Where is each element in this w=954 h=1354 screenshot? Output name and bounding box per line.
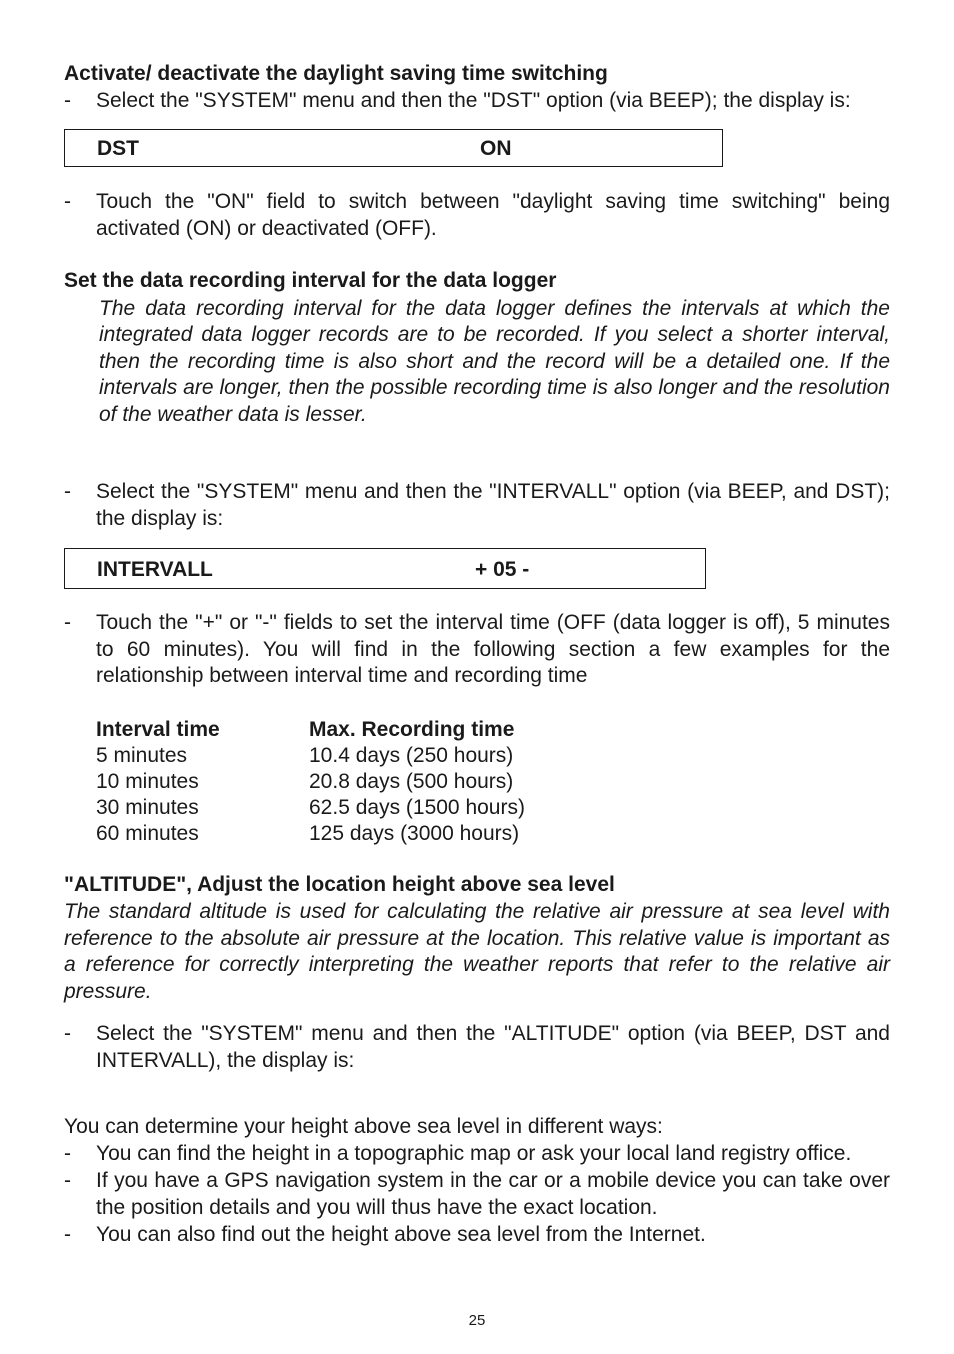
interval-display-box — [64, 548, 706, 589]
dst-step-2: - Touch the "ON" field to switch between "daylight saving time switching" being activated (ON) or deactivated (OFF). — [64, 189, 890, 242]
interval-step-1: - Select the "SYSTEM" menu and then the "INTERVALL" option (via BEEP, and DST); the display is: — [64, 479, 890, 532]
altitude-heading: "ALTITUDE", Adjust the location height above sea level — [64, 872, 615, 896]
table-row — [96, 769, 525, 795]
table-cell: 30 minutes — [96, 795, 199, 819]
way-item: - If you have a GPS navigation system in the car or a mobile device you can take over the position details and you will thus have the exact location. — [64, 1168, 890, 1221]
altitude-intro: The standard altitude is used for calculating the relative air pressure at sea level with reference to the absolute air pressure at the location. This relative value is important as a reference for correctly interpreting the weather reports that refer to the relative air pressure. — [64, 900, 890, 1003]
dst-heading: Activate/ deactivate the daylight saving time switching — [64, 62, 608, 85]
table-cell: 20.8 days (500 hours) — [309, 769, 514, 793]
table-header-recording: Max. Recording time — [309, 717, 515, 741]
table-row — [96, 821, 525, 847]
dst-display-label: DST — [97, 137, 139, 160]
interval-step-2: - Touch the "+" or "-" fields to set the interval time (OFF (data logger is off), 5 minutes to 60 minutes). You will find in the following section a few examples for the relationship between interval time and recording time — [64, 610, 890, 690]
way-item: - You can also find out the height above sea level from the Internet. — [64, 1222, 890, 1249]
table-header-row — [96, 717, 525, 743]
table-cell: 10.4 days (250 hours) — [309, 743, 514, 767]
table-cell: 62.5 days (1500 hours) — [309, 795, 525, 819]
table-row — [96, 795, 525, 821]
dst-display-value: ON — [480, 137, 512, 160]
interval-display-label: INTERVALL — [97, 558, 213, 581]
interval-display-value: + 05 - — [475, 558, 530, 581]
table-cell: 10 minutes — [96, 769, 199, 793]
altitude-step-1: - Select the "SYSTEM" menu and then the "ALTITUDE" option (via BEEP, DST and INTERVALL), the display is: — [64, 1021, 890, 1074]
ways-intro: You can determine your height above sea level in different ways: — [64, 1115, 663, 1138]
page-number: 25 — [468, 1312, 486, 1329]
table-cell: 60 minutes — [96, 821, 199, 845]
recording-time-table — [96, 717, 525, 847]
interval-intro: The data recording interval for the data logger defines the intervals at which the integrated data logger records are to be recorded. If you select a shorter interval, then the recording time is also short and the record will be a detailed one. If the intervals are longer, then the possible recording time is also longer and the resolution of the weather data is lesser. — [99, 296, 890, 426]
manual-page — [64, 61, 890, 1249]
way-item: - You can find the height in a topographic map or ask your local land registry office. — [64, 1141, 890, 1168]
dst-display-box — [64, 129, 723, 167]
table-cell: 125 days (3000 hours) — [309, 821, 520, 845]
interval-heading: Set the data recording interval for the data logger — [64, 269, 557, 292]
table-row — [96, 743, 525, 769]
table-cell: 5 minutes — [96, 743, 188, 767]
dst-step-1: - Select the "SYSTEM" menu and then the "DST" option (via BEEP); the display is: — [64, 88, 890, 115]
table-header-interval: Interval time — [96, 717, 220, 741]
